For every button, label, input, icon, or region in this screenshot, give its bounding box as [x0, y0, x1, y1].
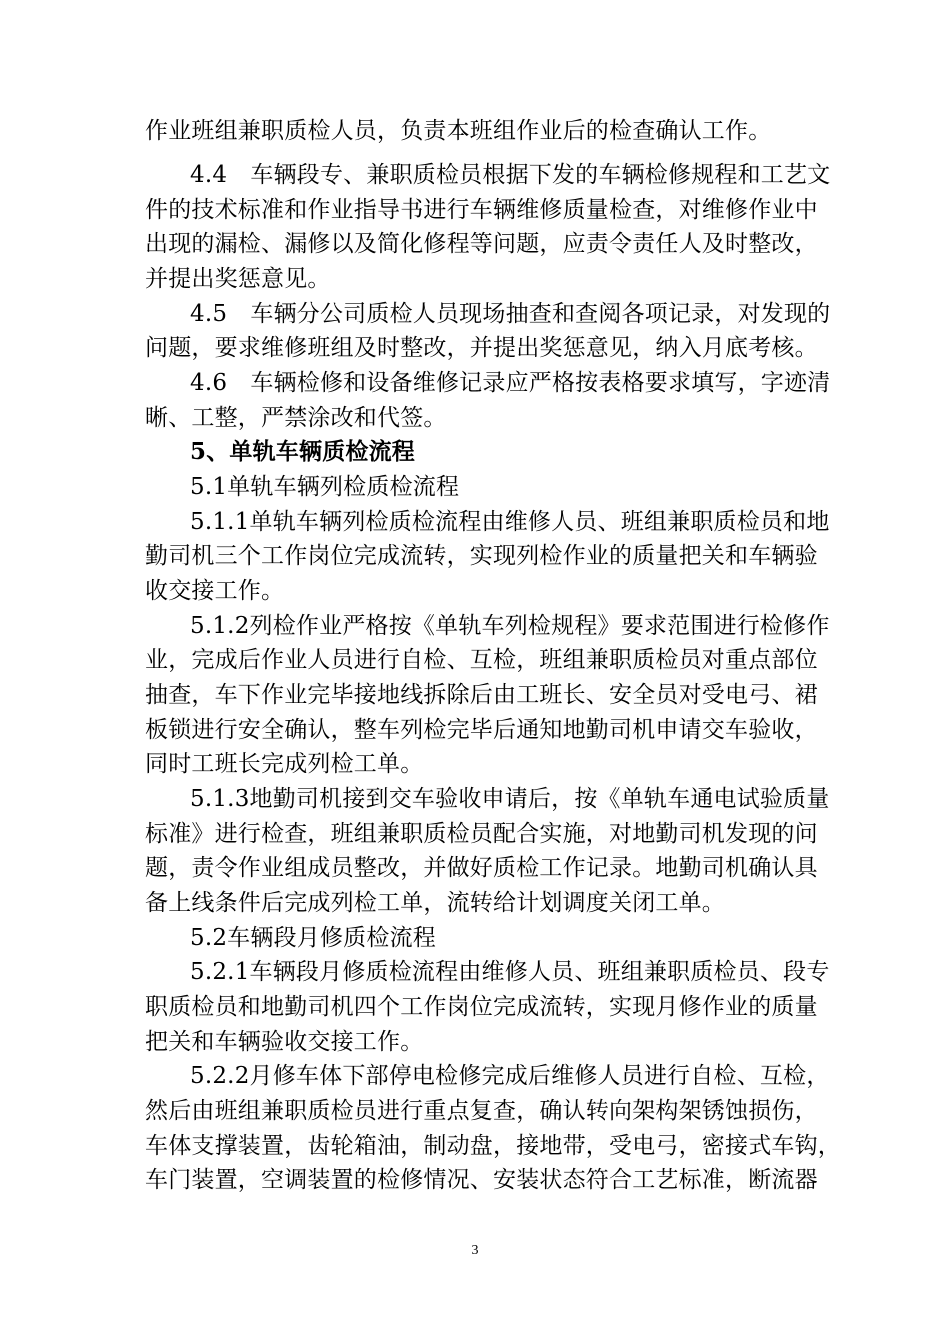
text-line: 5.1.3地勤司机接到交车验收申请后，按《单轨车通电试验质量: [190, 786, 830, 812]
subsection-heading: 5.2车辆段月修质检流程: [190, 925, 436, 951]
text-line: 车门装置，空调装置的检修情况、安装状态符合工艺标准，断流器: [145, 1167, 818, 1193]
text-line: 把关和车辆验收交接工作。: [145, 1029, 424, 1055]
text-line: 作业班组兼职质检人员，负责本班组作业后的检查确认工作。: [145, 118, 772, 144]
text-line: 晰、工整，严禁涂改和代签。: [145, 405, 447, 431]
text-line: 勤司机三个工作岗位完成流转，实现列检作业的质量把关和车辆验: [145, 543, 818, 569]
text-line: 出现的漏检、漏修以及简化修程等问题，应责令责任人及时整改，: [145, 231, 818, 257]
text-line: 业，完成后作业人员进行自检、互检，班组兼职质检员对重点部位: [145, 647, 818, 673]
text-line: 同时工班长完成列检工单。: [145, 751, 424, 777]
text-line: 4.5 车辆分公司质检人员现场抽查和查阅各项记录，对发现的: [190, 301, 831, 327]
text-line: 并提出奖惩意见。: [145, 266, 331, 292]
page-number: 3: [471, 1243, 479, 1258]
text-line: 备上线条件后完成列检工单，流转给计划调度关闭工单。: [145, 890, 725, 916]
text-line: 然后由班组兼职质检员进行重点复查，确认转向架构架锈蚀损伤，: [145, 1098, 818, 1124]
text-line: 职质检员和地勤司机四个工作岗位完成流转，实现月修作业的质量: [145, 994, 818, 1020]
text-line: 板锁进行安全确认，整车列检完毕后通知地勤司机申请交车验收，: [145, 717, 818, 743]
text-line: 题，责令作业组成员整改，并做好质检工作记录。地勤司机确认具: [145, 855, 818, 881]
section-heading: 5、单轨车辆质检流程: [190, 438, 416, 465]
text-line: 抽查，车下作业完毕接地线拆除后由工班长、安全员对受电弓、裙: [145, 682, 818, 708]
text-line: 车体支撑装置，齿轮箱油，制动盘，接地带，受电弓，密接式车钩，: [145, 1133, 841, 1159]
text-line: 收交接工作。: [145, 578, 285, 604]
text-line: 5.1.1单轨车辆列检质检流程由维修人员、班组兼职质检员和地: [190, 509, 830, 535]
text-line: 4.4 车辆段专、兼职质检员根据下发的车辆检修规程和工艺文: [190, 162, 831, 188]
text-line: 5.1.2列检作业严格按《单轨车列检规程》要求范围进行检修作: [190, 613, 830, 639]
text-line: 问题，要求维修班组及时整改，并提出奖惩意见，纳入月底考核。: [145, 335, 818, 361]
text-line: 4.6 车辆检修和设备维修记录应严格按表格要求填写，字迹清: [190, 370, 831, 396]
text-line: 5.2.2月修车体下部停电检修完成后维修人员进行自检、互检，: [190, 1063, 830, 1089]
text-line: 5.2.1车辆段月修质检流程由维修人员、班组兼职质检员、段专: [190, 959, 830, 985]
text-line: 标准》进行检查，班组兼职质检员配合实施，对地勤司机发现的问: [145, 821, 818, 847]
text-line: 件的技术标准和作业指导书进行车辆维修质量检查，对维修作业中: [145, 197, 818, 223]
subsection-heading: 5.1单轨车辆列检质检流程: [190, 474, 460, 500]
